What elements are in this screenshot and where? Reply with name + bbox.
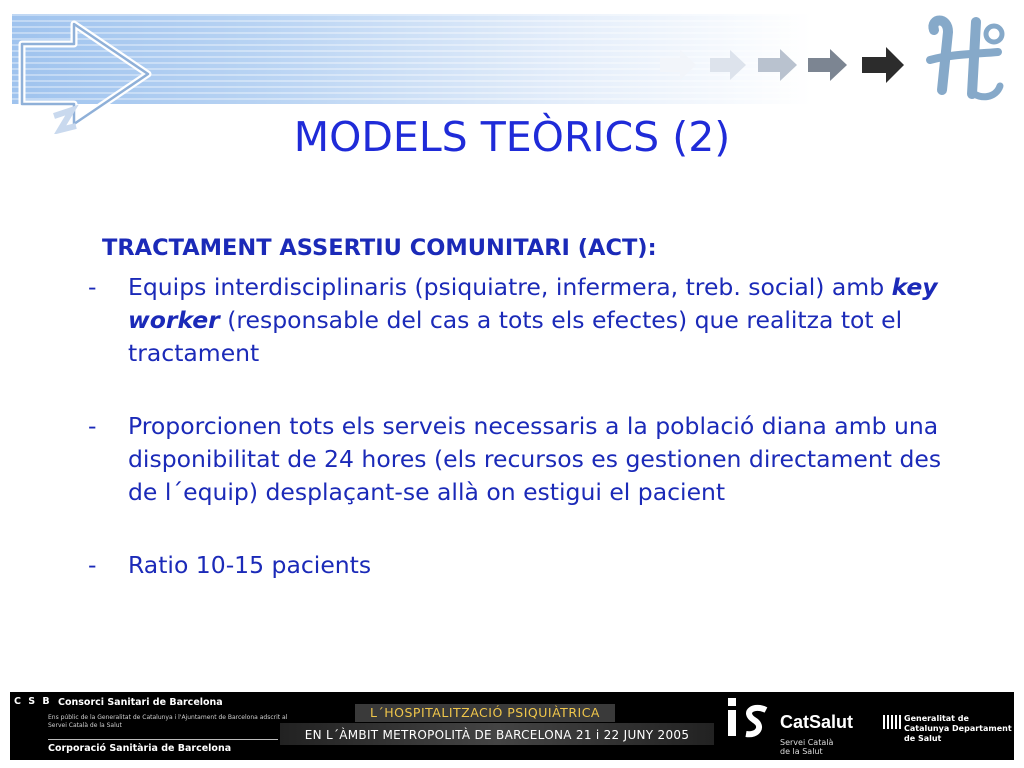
- event-subtitle: EN L´ÀMBIT METROPOLITÀ DE BARCELONA 21 i 22 JUNY 2005: [304, 728, 690, 742]
- bullet-marker: -: [88, 551, 97, 579]
- catsalut-name: CatSalut: [780, 712, 854, 732]
- arrow-sequence-icon: [640, 40, 920, 90]
- bullet-item: [86, 271, 946, 370]
- servei-name: Servei Català de la Salut: [780, 738, 834, 756]
- csb-logo-text: C S B: [14, 696, 52, 707]
- consorci-name: Consorci Sanitari de Barcelona: [58, 697, 223, 708]
- bullet-marker: -: [88, 412, 97, 440]
- slide-content: [86, 232, 946, 582]
- footer-bar: [10, 692, 1014, 760]
- bullet-text: Ratio 10-15 pacients: [128, 551, 372, 579]
- corporacio-name: Corporació Sanitària de Barcelona: [48, 743, 232, 754]
- bullet-text: Proporcionen tots els serveis necessaris a la població diana amb una disponibilitat de 24 hores (els recursos es gestionen directament des de l´equip) desplaçant-se allà on estigui el pacient: [128, 412, 942, 506]
- generalitat-flag-icon: [882, 714, 902, 730]
- section-subtitle: TRACTAMENT ASSERTIU COMUNITARI (ACT):: [102, 235, 657, 261]
- slide-title: MODELS TEÒRICS (2): [293, 113, 731, 161]
- consorci-description: Ens públic de la Generalitat de Catalunya i l'Ajuntament de Barcelona adscrit al Servei Català de la Salut: [48, 714, 288, 729]
- event-title: L´HOSPITALITZACIÓ PSIQUIÀTRICA: [355, 704, 615, 722]
- generalitat-name: Generalitat de Catalunya Departament de Salut: [904, 714, 1012, 743]
- bullet-text-part: (responsable del cas a tots els efectes) que realitza tot el tractament: [128, 306, 903, 367]
- bullet-item: [86, 549, 946, 582]
- bullet-text: [128, 271, 946, 370]
- h-logo-icon: [912, 10, 1012, 106]
- key-worker-emphasis: key worker: [128, 273, 938, 334]
- bullet-marker: -: [88, 273, 97, 301]
- bullet-item: [86, 410, 946, 509]
- catsalut-mark-icon: [724, 694, 774, 740]
- footer-divider: [48, 739, 278, 740]
- bullet-text-part: Equips interdisciplinaris (psiquiatre, infermera, treb. social) amb: [128, 273, 892, 301]
